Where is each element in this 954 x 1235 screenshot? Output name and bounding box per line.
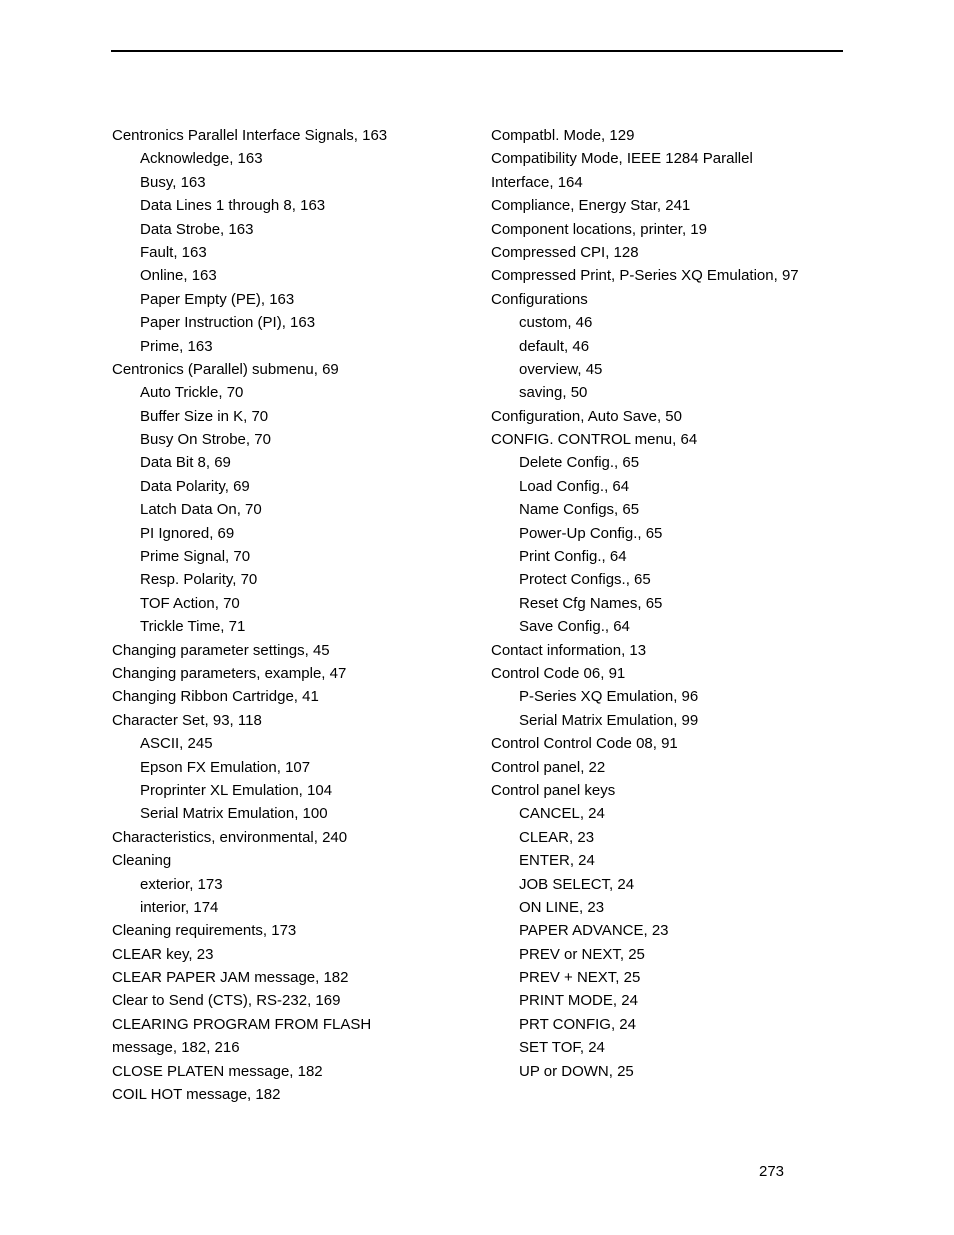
index-entry: Configurations bbox=[491, 290, 588, 308]
index-subentry: Paper Instruction (PI), 163 bbox=[140, 314, 316, 332]
index-subentry: PREV + NEXT, 25 bbox=[519, 969, 641, 987]
index-entry: message, 182, 216 bbox=[112, 1039, 240, 1057]
index-subentry: UP or DOWN, 25 bbox=[519, 1062, 634, 1080]
index-subentry: overview, 45 bbox=[519, 360, 603, 378]
index-subentry: Print Config., 64 bbox=[519, 548, 627, 566]
index-entry: Compressed Print, P-Series XQ Emulation, 97 bbox=[491, 267, 799, 285]
index-subentry: Serial Matrix Emulation, 100 bbox=[140, 805, 328, 823]
index-subentry: Prime, 163 bbox=[140, 337, 213, 355]
index-entry: Character Set, 93, 118 bbox=[112, 711, 262, 729]
index-entry: Control panel, 22 bbox=[491, 758, 606, 776]
index-subentry: Data Bit 8, 69 bbox=[140, 454, 231, 472]
index-entry: Component locations, printer, 19 bbox=[491, 220, 707, 238]
page-number: 273 bbox=[759, 1163, 785, 1180]
index-subentry: custom, 46 bbox=[519, 314, 593, 332]
index-subentry: PI Ignored, 69 bbox=[140, 524, 235, 542]
index-subentry: Data Strobe, 163 bbox=[140, 220, 254, 238]
index-entry: Compatbl. Mode, 129 bbox=[491, 127, 635, 144]
index-entry: CLOSE PLATEN message, 182 bbox=[112, 1062, 323, 1080]
index-subentry: Data Lines 1 through 8, 163 bbox=[140, 197, 326, 215]
index-subentry: Auto Trickle, 70 bbox=[140, 384, 244, 402]
index-entry: CONFIG. CONTROL menu, 64 bbox=[491, 431, 698, 449]
index-entry: Clear to Send (CTS), RS-232, 169 bbox=[112, 992, 341, 1010]
index-subentry: Busy, 163 bbox=[140, 173, 206, 191]
index-subentry: Buffer Size in K, 70 bbox=[140, 407, 269, 425]
index-entry: Cleaning requirements, 173 bbox=[112, 922, 297, 940]
index-subentry: ENTER, 24 bbox=[519, 852, 595, 870]
index-subentry: Busy On Strobe, 70 bbox=[140, 431, 271, 449]
index-entry: Changing parameter settings, 45 bbox=[112, 641, 330, 659]
index-column-left bbox=[112, 124, 472, 1106]
index-subentry: Protect Configs., 65 bbox=[519, 571, 651, 589]
index-subentry: Delete Config., 65 bbox=[519, 454, 640, 472]
index-subentry: PRINT MODE, 24 bbox=[519, 992, 638, 1010]
index-subentry: Online, 163 bbox=[140, 267, 217, 285]
header-rule bbox=[111, 50, 843, 52]
index-entry: Cleaning bbox=[112, 852, 172, 870]
index-subentry: Load Config., 64 bbox=[519, 477, 630, 495]
index-entry: Interface, 164 bbox=[491, 173, 583, 191]
index-entry: Compressed CPI, 128 bbox=[491, 243, 639, 261]
index-subentry: PAPER ADVANCE, 23 bbox=[519, 922, 669, 940]
index-subentry: Trickle Time, 71 bbox=[140, 618, 246, 636]
index-subentry: exterior, 173 bbox=[140, 875, 223, 893]
index-subentry: default, 46 bbox=[519, 337, 590, 355]
index-subentry: Resp. Polarity, 70 bbox=[140, 571, 258, 589]
index-entry: Control Code 06, 91 bbox=[491, 664, 626, 682]
index-subentry: Reset Cfg Names, 65 bbox=[519, 594, 663, 612]
index-entry: Control panel keys bbox=[491, 781, 616, 799]
index-subentry: Epson FX Emulation, 107 bbox=[140, 758, 311, 776]
index-entry: Configuration, Auto Save, 50 bbox=[491, 407, 682, 425]
index-subentry: Proprinter XL Emulation, 104 bbox=[140, 781, 333, 799]
index-subentry: ON LINE, 23 bbox=[519, 898, 605, 916]
index-subentry: Prime Signal, 70 bbox=[140, 548, 251, 566]
index-entry: Centronics (Parallel) submenu, 69 bbox=[112, 360, 339, 378]
index-subentry: TOF Action, 70 bbox=[140, 594, 240, 612]
index-subentry: JOB SELECT, 24 bbox=[519, 875, 635, 893]
index-entry: CLEAR key, 23 bbox=[112, 945, 214, 963]
index-subentry: saving, 50 bbox=[519, 384, 588, 402]
index-entry: Contact information, 13 bbox=[491, 641, 647, 659]
index-subentry: ASCII, 245 bbox=[140, 735, 213, 753]
index-entry: CLEAR PAPER JAM message, 182 bbox=[112, 969, 349, 987]
index-entry: Centronics Parallel Interface Signals, 163 bbox=[112, 127, 388, 144]
index-subentry: SET TOF, 24 bbox=[519, 1039, 605, 1057]
index-subentry: Serial Matrix Emulation, 99 bbox=[519, 711, 699, 729]
index-entry: Control Control Code 08, 91 bbox=[491, 735, 678, 753]
index-subentry: Power-Up Config., 65 bbox=[519, 524, 663, 542]
index-entry: Compliance, Energy Star, 241 bbox=[491, 197, 691, 215]
index-subentry: Data Polarity, 69 bbox=[140, 477, 250, 495]
index-subentry: PREV or NEXT, 25 bbox=[519, 945, 645, 963]
index-subentry: P-Series XQ Emulation, 96 bbox=[519, 688, 699, 706]
index-column-right bbox=[491, 124, 851, 1083]
index-subentry: Name Configs, 65 bbox=[519, 501, 640, 519]
index-subentry: CLEAR, 23 bbox=[519, 828, 595, 846]
index-entry: Changing Ribbon Cartridge, 41 bbox=[112, 688, 319, 706]
index-subentry: interior, 174 bbox=[140, 898, 219, 916]
index-subentry: CANCEL, 24 bbox=[519, 805, 605, 823]
index-entry: Characteristics, environmental, 240 bbox=[112, 828, 348, 846]
index-subentry: Paper Empty (PE), 163 bbox=[140, 290, 295, 308]
index-subentry: Acknowledge, 163 bbox=[140, 150, 263, 168]
index-subentry: Save Config., 64 bbox=[519, 618, 630, 636]
index-entry: Changing parameters, example, 47 bbox=[112, 664, 347, 682]
index-subentry: Fault, 163 bbox=[140, 243, 207, 261]
index-entry: CLEARING PROGRAM FROM FLASH bbox=[112, 1015, 372, 1033]
index-entry: Compatibility Mode, IEEE 1284 Parallel bbox=[491, 150, 753, 168]
index-subentry: Latch Data On, 70 bbox=[140, 501, 262, 519]
index-subentry: PRT CONFIG, 24 bbox=[519, 1015, 636, 1033]
index-entry: COIL HOT message, 182 bbox=[112, 1086, 281, 1104]
